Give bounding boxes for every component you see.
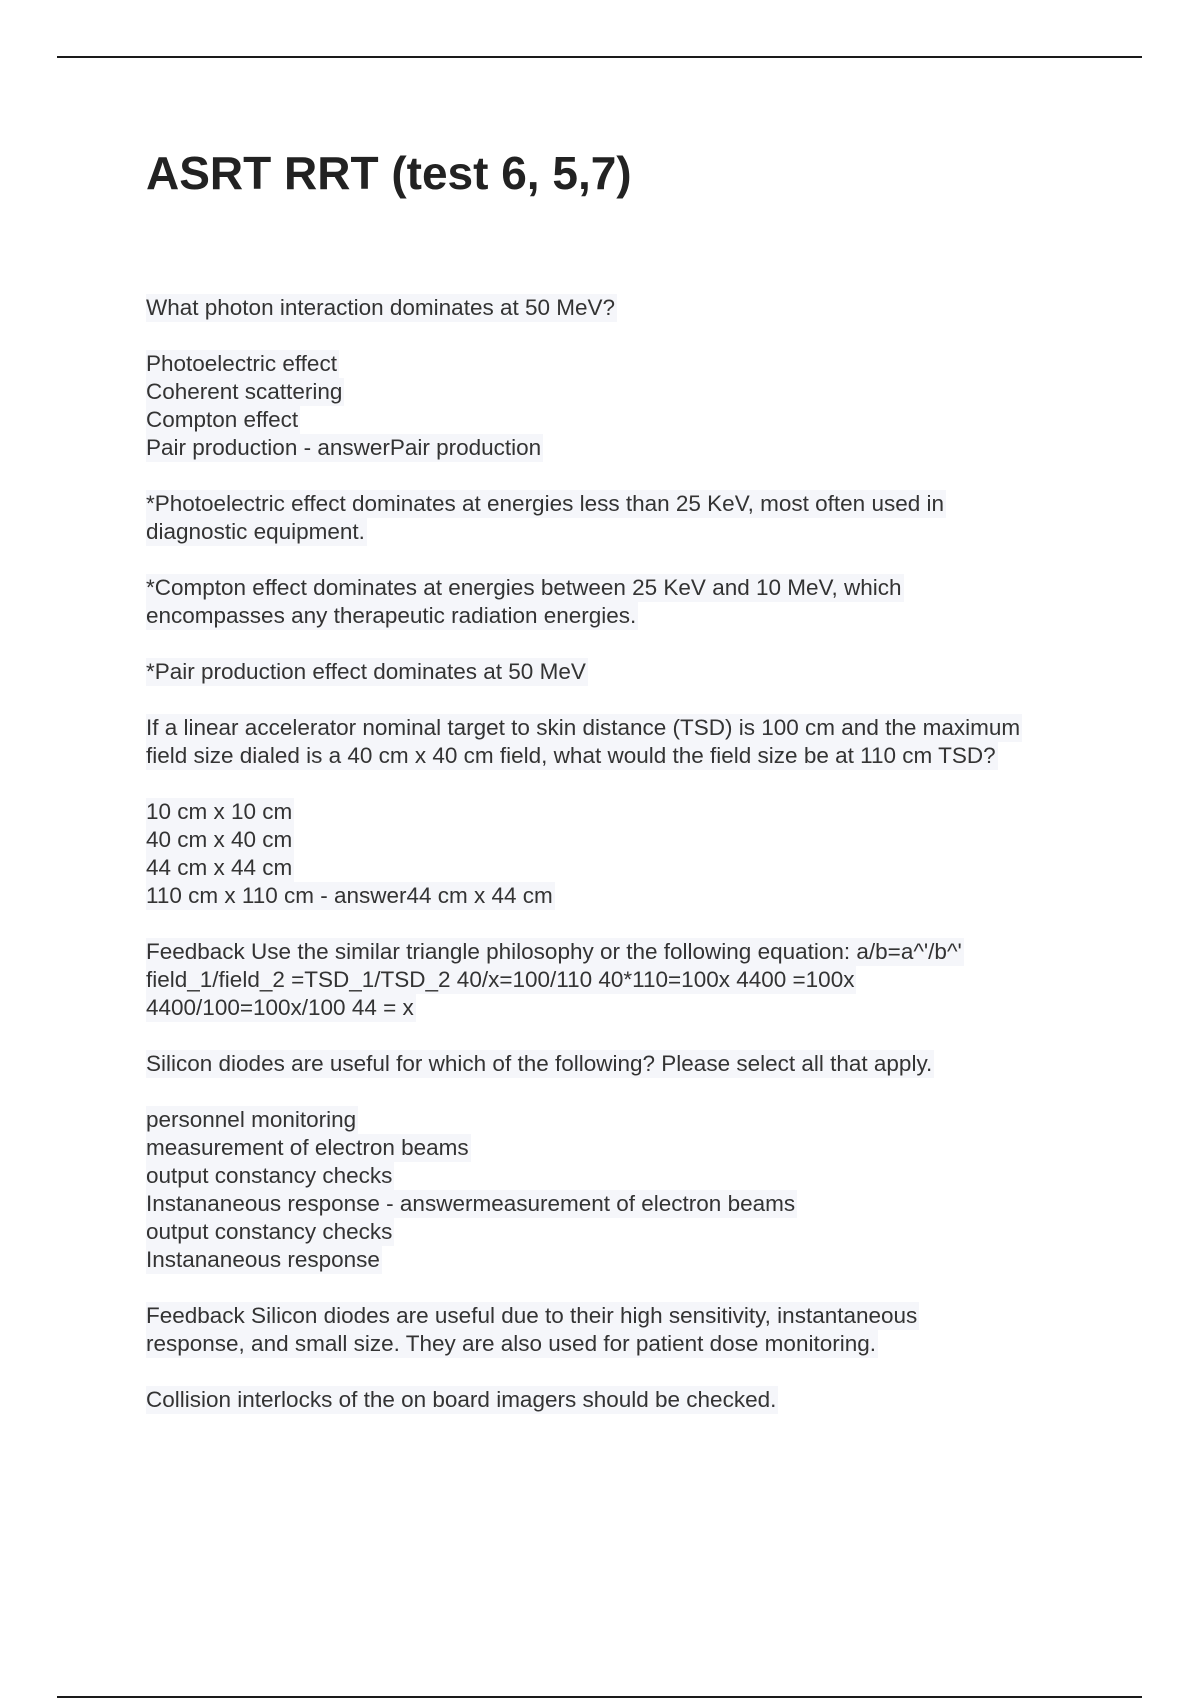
text-line <box>146 490 1106 518</box>
text-line-content: output constancy checks <box>146 1163 393 1188</box>
text-line-content: Coherent scattering <box>146 379 343 404</box>
text-block <box>146 350 1106 462</box>
text-line <box>146 798 1106 826</box>
top-rule <box>57 56 1142 58</box>
text-line-content: Feedback Silicon diodes are useful due to their high sensitivity, instantaneous <box>146 1303 918 1328</box>
text-line <box>146 1162 1106 1190</box>
text-line-content: field size dialed is a 40 cm x 40 cm field, what would the field size be at 110 cm TSD? <box>146 743 996 768</box>
text-line-content: response, and small size. They are also used for patient dose monitoring. <box>146 1331 876 1356</box>
text-block <box>146 714 1106 770</box>
text-line <box>146 602 1106 630</box>
text-line <box>146 1190 1106 1218</box>
text-line-content: Collision interlocks of the on board imagers should be checked. <box>146 1387 777 1412</box>
document-blocks <box>146 294 1106 1414</box>
text-line <box>146 714 1106 742</box>
text-line-content: *Photoelectric effect dominates at energies less than 25 KeV, most often used in <box>146 491 944 516</box>
text-block <box>146 658 1106 686</box>
text-block <box>146 574 1106 630</box>
text-line-content: Instananeous response <box>146 1247 380 1272</box>
text-line-content: field_1/field_2 =TSD_1/TSD_2 40/x=100/110 40*110=100x 4400 =100x <box>146 967 855 992</box>
text-line <box>146 434 1106 462</box>
bottom-rule <box>57 1696 1142 1698</box>
text-block <box>146 938 1106 1022</box>
text-line-content: encompasses any therapeutic radiation energies. <box>146 603 637 628</box>
text-line <box>146 1106 1106 1134</box>
text-line <box>146 826 1106 854</box>
text-line-content: Pair production - answerPair production <box>146 435 542 460</box>
text-line <box>146 350 1106 378</box>
text-line <box>146 966 1106 994</box>
text-line <box>146 378 1106 406</box>
text-line <box>146 406 1106 434</box>
text-block <box>146 798 1106 910</box>
text-line-content: Feedback Use the similar triangle philosophy or the following equation: a/b=a^'/b^' <box>146 939 962 964</box>
text-line <box>146 938 1106 966</box>
text-block <box>146 1106 1106 1274</box>
text-line-content: If a linear accelerator nominal target to skin distance (TSD) is 100 cm and the maximum <box>146 715 1021 740</box>
text-line-content: 110 cm x 110 cm - answer44 cm x 44 cm <box>146 883 553 908</box>
text-block <box>146 1050 1106 1078</box>
text-line-content: measurement of electron beams <box>146 1135 469 1160</box>
text-block <box>146 1302 1106 1358</box>
text-line <box>146 1218 1106 1246</box>
text-line <box>146 1246 1106 1274</box>
text-line <box>146 574 1106 602</box>
text-line-content: personnel monitoring <box>146 1107 357 1132</box>
text-line-content: Silicon diodes are useful for which of the following? Please select all that apply. <box>146 1051 933 1076</box>
text-line <box>146 658 1106 686</box>
text-block <box>146 294 1106 322</box>
text-line <box>146 1302 1106 1330</box>
text-line-content: 44 cm x 44 cm <box>146 855 293 880</box>
text-line <box>146 518 1106 546</box>
text-line-content: Instananeous response - answermeasurement of electron beams <box>146 1191 796 1216</box>
text-line <box>146 994 1106 1022</box>
text-line <box>146 1134 1106 1162</box>
text-line-content: *Compton effect dominates at energies between 25 KeV and 10 MeV, which <box>146 575 902 600</box>
document-body <box>146 140 1106 1442</box>
text-line-content: 10 cm x 10 cm <box>146 799 293 824</box>
text-block <box>146 1386 1106 1414</box>
document-title: ASRT RRT (test 6, 5,7) <box>146 147 632 199</box>
text-line <box>146 1386 1106 1414</box>
text-line-content: *Pair production effect dominates at 50 MeV <box>146 659 586 684</box>
text-line <box>146 742 1106 770</box>
text-line-content: output constancy checks <box>146 1219 393 1244</box>
text-line <box>146 1050 1106 1078</box>
text-line-content: 4400/100=100x/100 44 = x <box>146 995 414 1020</box>
text-line-content: Photoelectric effect <box>146 351 337 376</box>
text-line <box>146 294 1106 322</box>
text-line <box>146 1330 1106 1358</box>
text-line <box>146 854 1106 882</box>
text-line-content: Compton effect <box>146 407 299 432</box>
text-line <box>146 882 1106 910</box>
text-line-content: diagnostic equipment. <box>146 519 365 544</box>
text-line-content: 40 cm x 40 cm <box>146 827 293 852</box>
text-line-content: What photon interaction dominates at 50 MeV? <box>146 295 616 320</box>
text-block <box>146 490 1106 546</box>
